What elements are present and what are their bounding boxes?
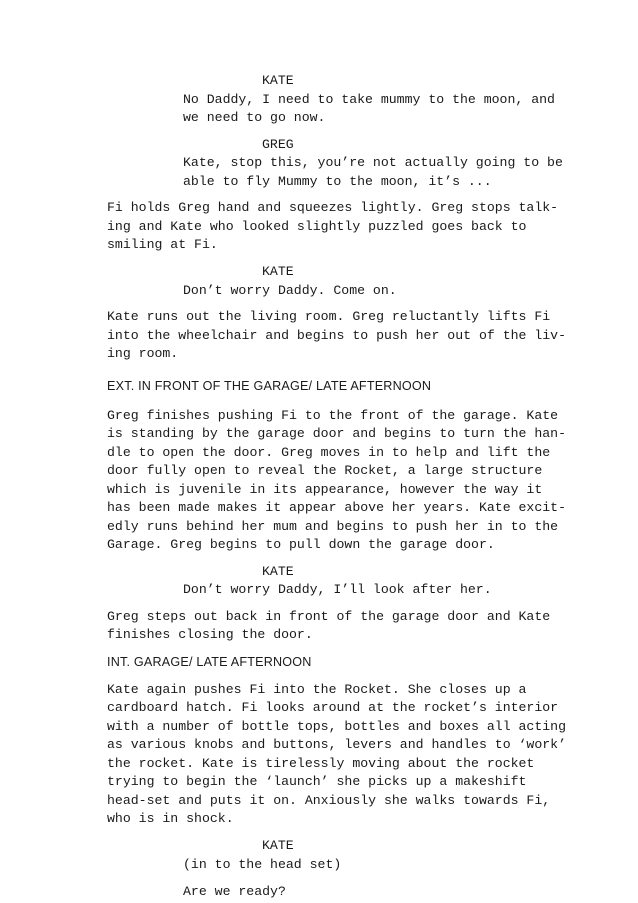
action-line: door fully open to reveal the Rocket, a large structure	[107, 463, 543, 478]
action-line: Kate again pushes Fi into the Rocket. She closes up a	[107, 682, 527, 697]
action-line: ing and Kate who looked slightly puzzled goes back to	[107, 219, 527, 234]
action-line: ing room.	[107, 346, 179, 361]
parenthetical: (in to the head set)	[183, 857, 342, 872]
action-line: as various knobs and buttons, levers and handles to ‘work’	[107, 737, 566, 752]
action-line: with a number of bottle tops, bottles and boxes all acting	[107, 719, 566, 734]
action-line: dle to open the door. Greg moves in to help and lift the	[107, 445, 551, 460]
action-line: into the wheelchair and begins to push her out of the liv-	[107, 328, 566, 343]
action-line: cardboard hatch. Fi looks around at the rocket’s interior	[107, 700, 559, 715]
character-name: GREG	[262, 137, 294, 152]
dialogue-line: No Daddy, I need to take mummy to the moon, and	[183, 92, 555, 107]
dialogue-line: we need to go now.	[183, 110, 326, 125]
dialogue-line: Are we ready?	[183, 884, 286, 899]
character-name: KATE	[262, 838, 294, 853]
action-line: who is in shock.	[107, 811, 234, 826]
character-name: KATE	[262, 73, 294, 88]
action-line: head-set and puts it on. Anxiously she walks towards Fi,	[107, 793, 551, 808]
action-line: trying to begin the ‘launch’ she picks up a makeshift	[107, 774, 527, 789]
scene-heading: INT. GARAGE/ LATE AFTERNOON	[107, 655, 312, 669]
dialogue-line: able to fly Mummy to the moon, it’s ...	[183, 174, 492, 189]
dialogue-line: Kate, stop this, you’re not actually going to be	[183, 155, 563, 170]
action-line: smiling at Fi.	[107, 237, 218, 252]
scene-heading: EXT. IN FRONT OF THE GARAGE/ LATE AFTERNOON	[107, 379, 432, 393]
action-line: finishes closing the door.	[107, 627, 313, 642]
action-line: has been made makes it appear above her years. Kate excit-	[107, 500, 566, 515]
action-line: Greg finishes pushing Fi to the front of the garage. Kate	[107, 408, 559, 423]
action-line: is standing by the garage door and begins to turn the han-	[107, 426, 566, 441]
action-line: which is juvenile in its appearance, however the way it	[107, 482, 543, 497]
dialogue-line: Don’t worry Daddy, I’ll look after her.	[183, 582, 492, 597]
action-line: Garage. Greg begins to pull down the garage door.	[107, 537, 495, 552]
action-line: edly runs behind her mum and begins to push her in to the	[107, 519, 559, 534]
dialogue-line: Don’t worry Daddy. Come on.	[183, 283, 397, 298]
action-line: Kate runs out the living room. Greg reluctantly lifts Fi	[107, 309, 551, 324]
character-name: KATE	[262, 564, 294, 579]
action-line: the rocket. Kate is tirelessly moving about the rocket	[107, 756, 535, 771]
action-line: Fi holds Greg hand and squeezes lightly. Greg stops talk-	[107, 200, 559, 215]
action-line: Greg steps out back in front of the garage door and Kate	[107, 609, 551, 624]
character-name: KATE	[262, 264, 294, 279]
